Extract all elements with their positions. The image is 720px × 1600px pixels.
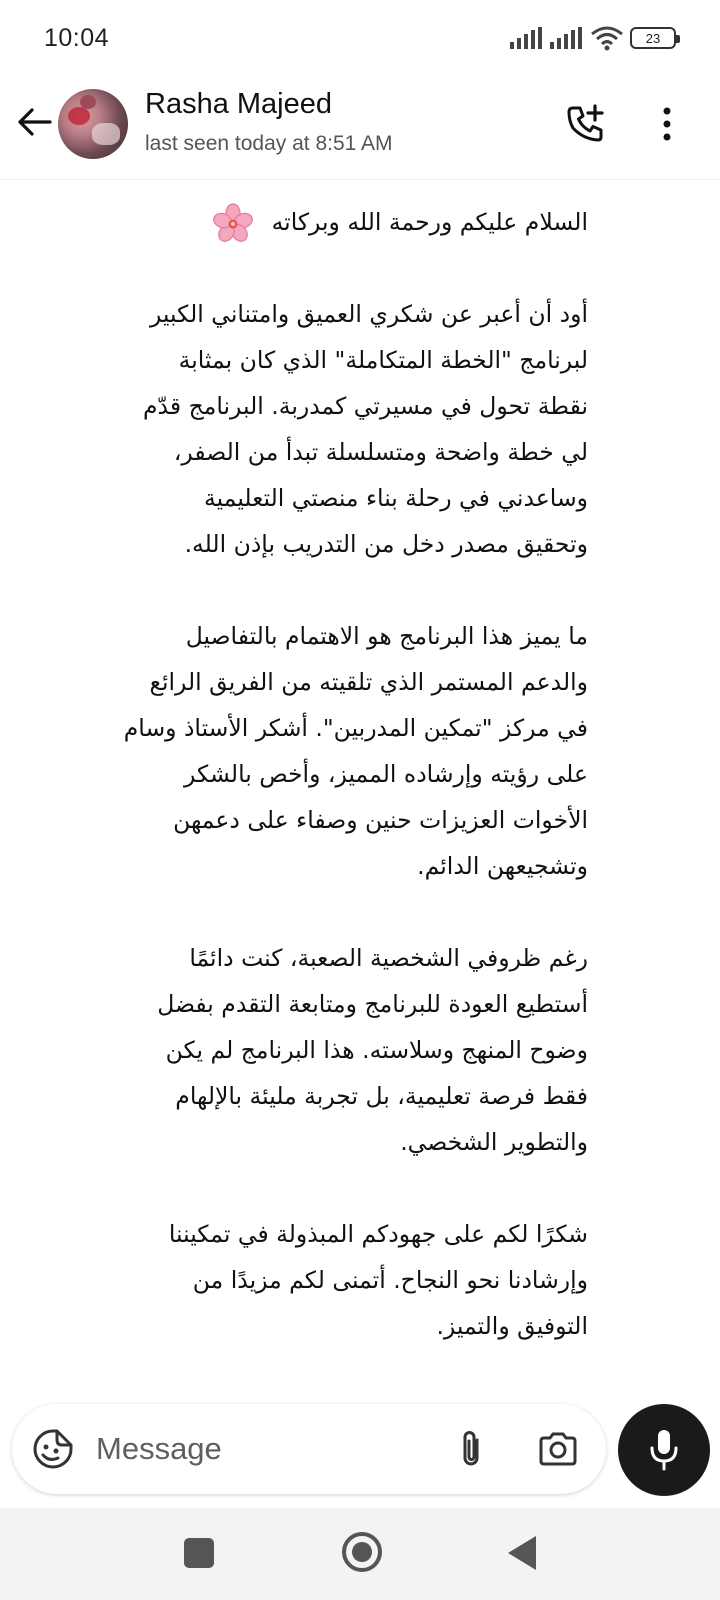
chat-header (0, 78, 720, 180)
greeting-line (68, 199, 588, 245)
back-arrow-icon (16, 107, 52, 137)
text-line: الأخوات العزيزات حنين وصفاء على دعمهن (173, 806, 588, 834)
status-bar (0, 0, 720, 78)
attach-icon (456, 1428, 486, 1470)
text-line: لبرنامج "الخطة المتكاملة" الذي كان بمثابة (178, 346, 588, 374)
camera-icon (537, 1431, 579, 1467)
text-line: أود أن أعبر عن شكري العميق وامتناني الكبير (149, 300, 588, 328)
back-button[interactable] (12, 100, 56, 144)
text-line: لي خطة واضحة ومتسلسلة تبدأ من الصفر، (173, 438, 588, 466)
paragraph-3 (68, 935, 588, 1165)
text-line: والدعم المستمر الذي تلقيته من الفريق الرائع (149, 668, 588, 696)
paragraph-2 (68, 613, 588, 889)
text-line: والتطوير الشخصي. (400, 1128, 588, 1156)
home-icon[interactable] (342, 1532, 382, 1572)
status-icons (510, 26, 676, 50)
more-options-button[interactable] (652, 100, 682, 148)
text-line: أستطيع العودة للبرنامج ومتابعة التقدم بفضل (157, 990, 588, 1018)
text-line: رغم ظروفي الشخصية الصعبة، كنت دائمًا (189, 944, 588, 972)
greeting-text: السلام عليكم ورحمة الله وبركاته (271, 208, 588, 236)
more-vert-icon (662, 107, 672, 141)
last-seen-status: last seen today at 8:51 AM (145, 132, 393, 155)
battery-level: 23 (645, 30, 661, 46)
add-call-button[interactable] (562, 100, 610, 148)
text-line: في مركز "تمكين المدربين". أشكر الأستاذ وسام (123, 714, 588, 742)
signal-icon (550, 27, 584, 49)
text-line: نقطة تحول في مسيرتي كمدربة. البرنامج قدّم (143, 392, 588, 420)
message-composer (12, 1404, 606, 1494)
paragraph-1 (68, 291, 588, 567)
back-icon[interactable] (508, 1536, 536, 1570)
recents-icon[interactable] (184, 1538, 214, 1568)
contact-name[interactable]: Rasha Majeed (145, 88, 332, 120)
signal-icon (510, 27, 544, 49)
mic-icon (647, 1428, 681, 1472)
text-line: وتشجيعهن الدائم. (417, 852, 588, 880)
sticker-icon (32, 1428, 74, 1470)
message-input[interactable] (96, 1424, 436, 1474)
message-area[interactable] (0, 181, 720, 1381)
text-line: التوفيق والتميز. (436, 1312, 588, 1340)
system-nav-bar (0, 1508, 720, 1600)
avatar[interactable] (58, 89, 128, 159)
text-line: وساعدني في رحلة بناء منصتي التعليمية (204, 484, 588, 512)
battery-icon (630, 27, 676, 49)
status-time: 10:04 (44, 24, 110, 52)
text-line: فقط فرصة تعليمية، بل تجربة مليئة بالإلهام (175, 1082, 588, 1110)
text-line: على رؤيته وإرشاده المميز، وأخص بالشكر (184, 760, 588, 788)
voice-record-button[interactable] (618, 1404, 710, 1496)
add-call-icon (565, 103, 607, 145)
flower-icon (212, 203, 254, 245)
text-line: وإرشادنا نحو النجاح. أتمنى لكم مزيدًا من (192, 1266, 588, 1294)
text-line: ما يميز هذا البرنامج هو الاهتمام بالتفاصيل (185, 622, 588, 650)
camera-button[interactable] (534, 1426, 582, 1472)
message-body (68, 199, 588, 1487)
text-line: وتحقيق مصدر دخل من التدريب بإذن الله. (184, 530, 588, 558)
sticker-button[interactable] (30, 1426, 76, 1472)
paragraph-4 (68, 1211, 588, 1349)
attach-button[interactable] (448, 1426, 494, 1472)
text-line: وضوح المنهج وسلاسته. هذا البرنامج لم يكن (165, 1036, 588, 1064)
text-line: شكرًا لكم على جهودكم المبذولة في تمكيننا (168, 1220, 588, 1248)
wifi-icon (590, 26, 624, 50)
